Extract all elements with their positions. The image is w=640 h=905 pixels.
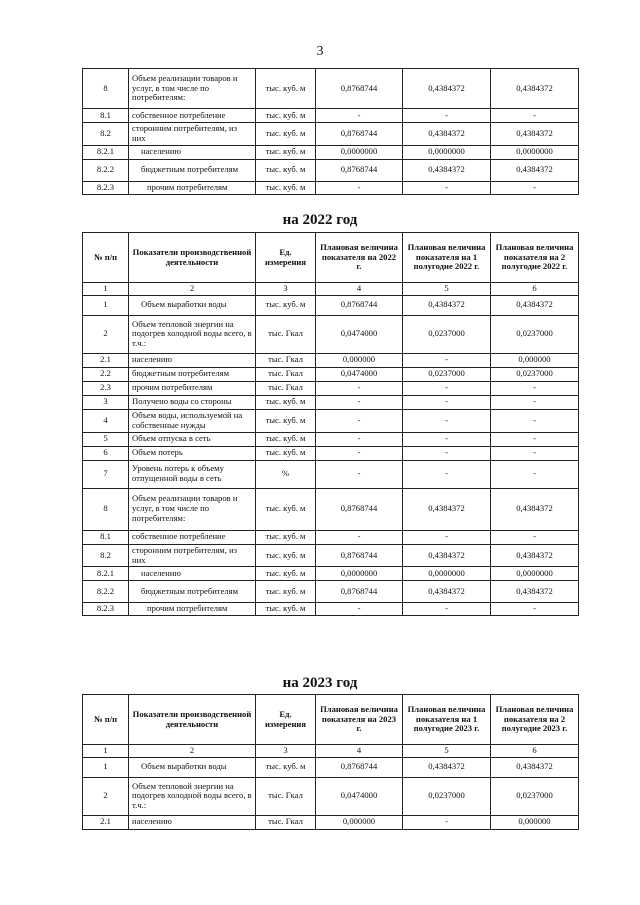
unit-cell: тыс. куб. м: [256, 581, 316, 603]
second-half-value: 0,0237000: [491, 367, 579, 381]
annual-value: 0,8768744: [316, 295, 403, 315]
unit-cell: тыс. куб. м: [256, 432, 316, 446]
first-half-value: 0,0237000: [403, 367, 491, 381]
table-row: [83, 395, 579, 409]
row-number: 2.1: [83, 353, 129, 367]
table-row: [83, 446, 579, 460]
unit-cell: тыс. куб. м: [256, 109, 316, 123]
unit-cell: тыс. Гкал: [256, 777, 316, 815]
indicator-name: Получено воды со стороны: [129, 395, 256, 409]
annual-value: 0,0474000: [316, 315, 403, 353]
unit-cell: тыс. куб. м: [256, 757, 316, 777]
header-first-half-plan: Плановая величина показателя на 1 полугодие 2022 г.: [403, 233, 491, 283]
unit-cell: тыс. куб. м: [256, 446, 316, 460]
column-number: 4: [316, 283, 403, 296]
header-indicator: Показатели производственной деятельности: [129, 695, 256, 745]
first-half-value: 0,4384372: [403, 544, 491, 567]
annual-value: 0,8768744: [316, 544, 403, 567]
second-half-value: 0,4384372: [491, 581, 579, 603]
second-half-value: 0,0000000: [491, 567, 579, 581]
annual-value: 0,0474000: [316, 777, 403, 815]
first-half-value: 0,0000000: [403, 145, 491, 159]
second-half-value: -: [491, 530, 579, 544]
annual-value: -: [316, 460, 403, 488]
annual-value: 0,8768744: [316, 69, 403, 109]
table-row: [83, 123, 579, 146]
unit-cell: %: [256, 460, 316, 488]
unit-cell: тыс. куб. м: [256, 530, 316, 544]
first-half-value: 0,4384372: [403, 488, 491, 530]
first-half-value: -: [403, 181, 491, 194]
second-half-value: -: [491, 432, 579, 446]
column-number: 4: [316, 745, 403, 758]
row-number: 8.2.3: [83, 181, 129, 194]
annual-value: -: [316, 395, 403, 409]
indicator-name: Объем тепловой энергии на подогрев холодной воды всего, в т.ч.:: [129, 315, 256, 353]
indicator-name: населению: [129, 815, 256, 829]
column-number: 2: [129, 283, 256, 296]
second-half-value: 0,0237000: [491, 777, 579, 815]
unit-cell: тыс. Гкал: [256, 353, 316, 367]
indicator-name: Объем отпуска в сеть: [129, 432, 256, 446]
second-half-value: -: [491, 446, 579, 460]
row-number: 7: [83, 460, 129, 488]
header-number: № п/п: [83, 695, 129, 745]
header-first-half-plan: Плановая величина показателя на 1 полугодие 2023 г.: [403, 695, 491, 745]
indicator-name: прочим потребителям: [129, 381, 256, 395]
annual-value: 0,8768744: [316, 159, 403, 181]
row-number: 3: [83, 395, 129, 409]
table-row: [83, 69, 579, 109]
unit-cell: тыс. куб. м: [256, 488, 316, 530]
unit-cell: тыс. куб. м: [256, 603, 316, 616]
table-row: [83, 159, 579, 181]
second-half-value: -: [491, 181, 579, 194]
column-number: 3: [256, 745, 316, 758]
first-half-value: 0,4384372: [403, 159, 491, 181]
column-number: 1: [83, 745, 129, 758]
page-number: 3: [316, 44, 324, 59]
table-row: [83, 530, 579, 544]
annual-value: -: [316, 109, 403, 123]
annual-value: -: [316, 603, 403, 616]
indicator-name: собственное потребление: [129, 109, 256, 123]
table-row: [83, 145, 579, 159]
first-half-value: -: [403, 603, 491, 616]
annual-value: 0,000000: [316, 353, 403, 367]
table-row: [83, 603, 579, 616]
indicator-name: населению: [129, 567, 256, 581]
column-number-row: [83, 745, 579, 758]
table-row: [83, 488, 579, 530]
unit-cell: тыс. куб. м: [256, 159, 316, 181]
first-half-value: 0,0000000: [403, 567, 491, 581]
table-row: [83, 777, 579, 815]
table-row: [83, 381, 579, 395]
annual-value: 0,8768744: [316, 488, 403, 530]
first-half-value: 0,4384372: [403, 757, 491, 777]
unit-cell: тыс. куб. м: [256, 181, 316, 194]
indicator-name: сторонним потребителям, из них: [129, 544, 256, 567]
indicator-name: Объем реализации товаров и услуг, в том числе по потребителям:: [129, 69, 256, 109]
second-half-value: 0,0000000: [491, 145, 579, 159]
first-half-value: 0,4384372: [403, 581, 491, 603]
unit-cell: тыс. куб. м: [256, 409, 316, 432]
row-number: 8.2.1: [83, 567, 129, 581]
annual-value: 0,8768744: [316, 123, 403, 146]
first-half-value: 0,0237000: [403, 777, 491, 815]
row-number: 8: [83, 69, 129, 109]
row-number: 8.2.3: [83, 603, 129, 616]
row-number: 8.2: [83, 123, 129, 146]
column-number: 3: [256, 283, 316, 296]
row-number: 8: [83, 488, 129, 530]
first-half-value: -: [403, 353, 491, 367]
table-row: [83, 409, 579, 432]
table-row: [83, 353, 579, 367]
annual-value: -: [316, 530, 403, 544]
second-half-value: 0,4384372: [491, 69, 579, 109]
header-number: № п/п: [83, 233, 129, 283]
second-half-value: 0,4384372: [491, 544, 579, 567]
annual-value: -: [316, 446, 403, 460]
indicator-name: Объем реализации товаров и услуг, в том числе по потребителям:: [129, 488, 256, 530]
column-number-row: [83, 283, 579, 296]
column-number: 2: [129, 745, 256, 758]
indicator-name: населению: [129, 145, 256, 159]
column-number: 5: [403, 745, 491, 758]
annual-value: -: [316, 181, 403, 194]
second-half-value: 0,4384372: [491, 159, 579, 181]
header-annual-plan: Плановая величина показателя на 2022 г.: [316, 233, 403, 283]
first-half-value: 0,4384372: [403, 123, 491, 146]
table-row: [83, 432, 579, 446]
row-number: 2: [83, 777, 129, 815]
table-row: [83, 109, 579, 123]
unit-cell: тыс. куб. м: [256, 295, 316, 315]
unit-cell: тыс. куб. м: [256, 69, 316, 109]
indicators-table-2023: [82, 694, 579, 830]
table-row: [83, 544, 579, 567]
year-heading-2022: на 2022 год: [282, 212, 358, 228]
second-half-value: 0,4384372: [491, 295, 579, 315]
row-number: 5: [83, 432, 129, 446]
annual-value: 0,8768744: [316, 581, 403, 603]
annual-value: 0,0000000: [316, 145, 403, 159]
indicator-name: Объем потерь: [129, 446, 256, 460]
indicator-name: сторонним потребителям, из них: [129, 123, 256, 146]
row-number: 8.2.2: [83, 581, 129, 603]
indicator-name: Уровень потерь к объему отпущенной воды в сеть: [129, 460, 256, 488]
header-indicator: Показатели производственной деятельности: [129, 233, 256, 283]
unit-cell: тыс. Гкал: [256, 315, 316, 353]
second-half-value: -: [491, 395, 579, 409]
indicator-name: Объем воды, используемой на собственные нужды: [129, 409, 256, 432]
first-half-value: 0,0237000: [403, 315, 491, 353]
column-number: 5: [403, 283, 491, 296]
header-unit: Ед. измерения: [256, 233, 316, 283]
header-unit: Ед. измерения: [256, 695, 316, 745]
annual-value: 0,0000000: [316, 567, 403, 581]
indicator-name: бюджетным потребителям: [129, 367, 256, 381]
second-half-value: 0,000000: [491, 815, 579, 829]
second-half-value: -: [491, 109, 579, 123]
row-number: 8.1: [83, 530, 129, 544]
indicator-name: собственное потребление: [129, 530, 256, 544]
row-number: 8.2.2: [83, 159, 129, 181]
column-number: 6: [491, 283, 579, 296]
row-number: 2.1: [83, 815, 129, 829]
unit-cell: тыс. куб. м: [256, 395, 316, 409]
row-number: 1: [83, 757, 129, 777]
table-row: [83, 315, 579, 353]
second-half-value: 0,4384372: [491, 757, 579, 777]
indicator-name: Объем выработки воды: [129, 295, 256, 315]
first-half-value: 0,4384372: [403, 295, 491, 315]
first-half-value: -: [403, 530, 491, 544]
row-number: 2.2: [83, 367, 129, 381]
column-number: 1: [83, 283, 129, 296]
table-row: [83, 460, 579, 488]
table-row: [83, 567, 579, 581]
annual-value: -: [316, 409, 403, 432]
unit-cell: тыс. Гкал: [256, 381, 316, 395]
header-row: [83, 233, 579, 283]
first-half-value: -: [403, 460, 491, 488]
column-number: 6: [491, 745, 579, 758]
indicator-name: Объем выработки воды: [129, 757, 256, 777]
row-number: 1: [83, 295, 129, 315]
first-half-value: -: [403, 815, 491, 829]
row-number: 4: [83, 409, 129, 432]
unit-cell: тыс. куб. м: [256, 145, 316, 159]
second-half-value: 0,000000: [491, 353, 579, 367]
first-half-value: -: [403, 109, 491, 123]
indicators-table-2022: [82, 232, 579, 616]
indicator-name: Объем тепловой энергии на подогрев холодной воды всего, в т.ч.:: [129, 777, 256, 815]
continuation-table: [82, 68, 579, 195]
annual-value: -: [316, 381, 403, 395]
table-row: [83, 295, 579, 315]
indicator-name: бюджетным потребителям: [129, 581, 256, 603]
table-row: [83, 581, 579, 603]
annual-value: 0,0474000: [316, 367, 403, 381]
second-half-value: 0,0237000: [491, 315, 579, 353]
header-second-half-plan: Плановая величина показателя на 2 полугодие 2022 г.: [491, 233, 579, 283]
annual-value: -: [316, 432, 403, 446]
unit-cell: тыс. куб. м: [256, 123, 316, 146]
unit-cell: тыс. куб. м: [256, 544, 316, 567]
indicator-name: населению: [129, 353, 256, 367]
row-number: 2: [83, 315, 129, 353]
header-annual-plan: Плановая величина показателя на 2023 г.: [316, 695, 403, 745]
first-half-value: -: [403, 409, 491, 432]
row-number: 8.2: [83, 544, 129, 567]
second-half-value: -: [491, 603, 579, 616]
second-half-value: -: [491, 409, 579, 432]
year-heading-2023: на 2023 год: [282, 675, 358, 691]
second-half-value: 0,4384372: [491, 488, 579, 530]
unit-cell: тыс. куб. м: [256, 567, 316, 581]
first-half-value: -: [403, 381, 491, 395]
table-row: [83, 367, 579, 381]
unit-cell: тыс. Гкал: [256, 367, 316, 381]
row-number: 2.3: [83, 381, 129, 395]
row-number: 8.2.1: [83, 145, 129, 159]
annual-value: 0,8768744: [316, 757, 403, 777]
indicator-name: прочим потребителям: [129, 603, 256, 616]
first-half-value: -: [403, 432, 491, 446]
row-number: 8.1: [83, 109, 129, 123]
second-half-value: -: [491, 460, 579, 488]
second-half-value: -: [491, 381, 579, 395]
header-row: [83, 695, 579, 745]
table-row: [83, 757, 579, 777]
indicator-name: прочим потребителям: [129, 181, 256, 194]
first-half-value: -: [403, 446, 491, 460]
first-half-value: -: [403, 395, 491, 409]
annual-value: 0,000000: [316, 815, 403, 829]
unit-cell: тыс. Гкал: [256, 815, 316, 829]
header-second-half-plan: Плановая величина показателя на 2 полугодие 2023 г.: [491, 695, 579, 745]
row-number: 6: [83, 446, 129, 460]
table-row: [83, 815, 579, 829]
table-row: [83, 181, 579, 194]
first-half-value: 0,4384372: [403, 69, 491, 109]
second-half-value: 0,4384372: [491, 123, 579, 146]
indicator-name: бюджетным потребителям: [129, 159, 256, 181]
